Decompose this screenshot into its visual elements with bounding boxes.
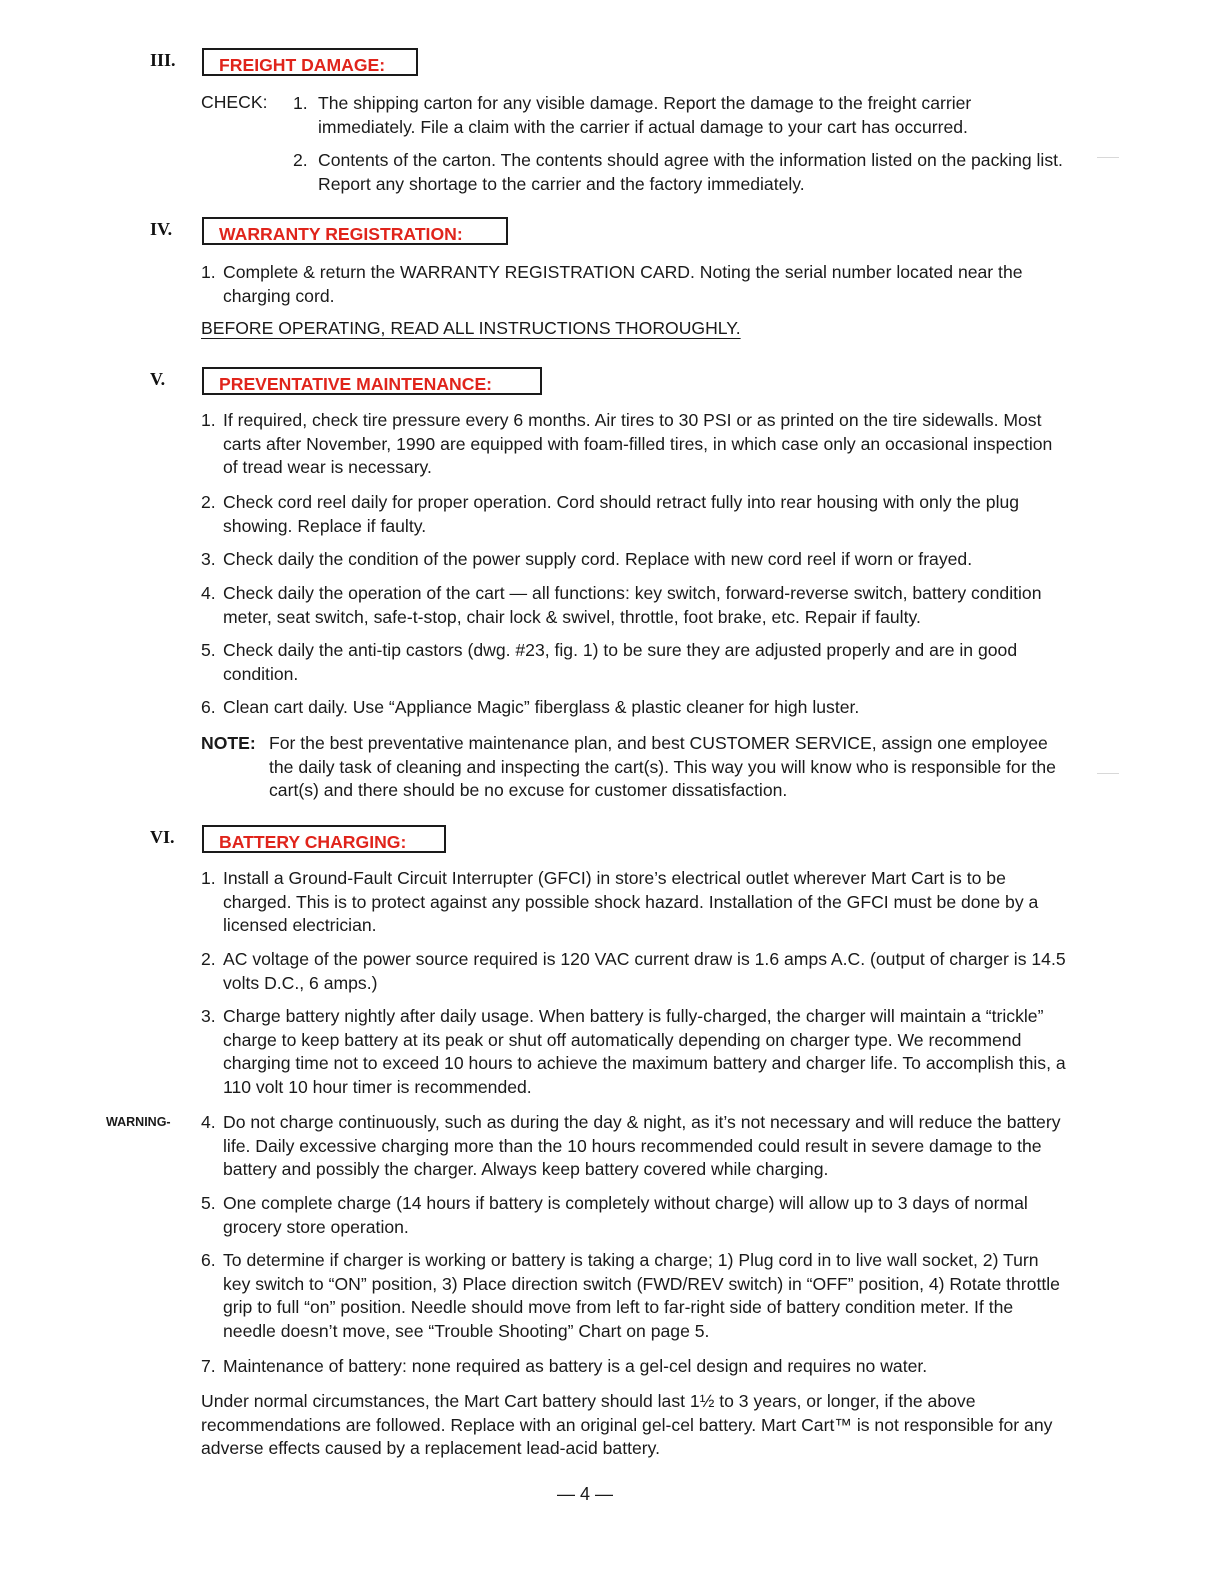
list-item xyxy=(201,548,1069,572)
item-text: Check cord reel daily for proper operation. Cord should retract fully into rear housing with only the plug showing. Replace if faulty. xyxy=(223,492,1020,536)
section-heading-freight-damage: FREIGHT DAMAGE: xyxy=(202,48,418,76)
item-number: 3. xyxy=(201,549,216,569)
item-number: 1. xyxy=(201,410,216,430)
list-item xyxy=(201,639,1069,686)
list-item xyxy=(201,409,1069,480)
section-heading-battery-charging: BATTERY CHARGING: xyxy=(202,825,446,853)
check-label: CHECK: xyxy=(201,92,268,112)
section-number: V. xyxy=(150,369,166,389)
battery-closing-paragraph: Under normal circumstances, the Mart Cart battery should last 1½ to 3 years, or longer, if the above recommendations are followed. Replace with an original gel-cel battery. Mart Cart™ is not responsible for any adverse effects caused by a replacement lead-acid battery. xyxy=(201,1391,1053,1458)
item-text: Do not charge continuously, such as during the day & night, as it’s not necessary and will reduce the battery life. Daily excessive charging more than the 10 hours recommended could result in severe damage to the battery and possibly the charger. Always keep battery covered while charging. xyxy=(223,1112,1061,1179)
maintenance-note xyxy=(201,732,1069,803)
warning-label: WARNING- xyxy=(106,1115,171,1129)
list-item xyxy=(201,867,1069,938)
item-number: 1. xyxy=(201,868,216,888)
item-text: To determine if charger is working or battery is taking a charge; 1) Plug cord in to live wall socket, 2) Turn key switch to “ON” position, 3) Place direction switch (FWD/REV switch) in “OFF” position, 4) Rotate throttle grip to full “on” position. Needle should move from left to far-right side of battery condition meter. If the needle doesn’t move, see “Trouble Shooting” Chart on page 5. xyxy=(223,1250,1060,1341)
item-number: 2. xyxy=(201,949,216,969)
item-number: 6. xyxy=(201,697,216,717)
page-number: — 4 — xyxy=(556,1484,613,1504)
section-number: III. xyxy=(150,50,176,70)
item-number: 5. xyxy=(201,640,216,660)
list-item xyxy=(201,948,1069,995)
list-item xyxy=(293,149,1069,196)
item-text: The shipping carton for any visible damage. Report the damage to the freight carrier immediately. File a claim with the carrier if actual damage to your cart has occurred. xyxy=(318,93,972,137)
section-number: IV. xyxy=(150,219,173,239)
note-text: For the best preventative maintenance plan, and best CUSTOMER SERVICE, assign one employee the daily task of cleaning and inspecting the cart(s). This way you will know who is responsible for the cart(s) and there should be no excuse for customer dissatisfaction. xyxy=(269,733,1056,800)
list-item xyxy=(201,491,1069,538)
item-number: 6. xyxy=(201,1250,216,1270)
item-number: 4. xyxy=(201,583,216,603)
item-text: One complete charge (14 hours if battery is completely without charge) will allow up to 3 days of normal grocery store operation. xyxy=(223,1193,1028,1237)
item-number: 1. xyxy=(201,262,216,282)
list-item xyxy=(201,261,1069,308)
note-label: NOTE: xyxy=(201,733,256,753)
list-item xyxy=(201,582,1069,629)
item-text: Clean cart daily. Use “Appliance Magic” fiberglass & plastic cleaner for high luster. xyxy=(223,697,860,717)
item-number: 3. xyxy=(201,1006,216,1026)
item-number: 2. xyxy=(201,492,216,512)
section-heading-warranty-registration: WARRANTY REGISTRATION: xyxy=(202,217,508,245)
list-item xyxy=(201,696,1069,720)
list-item xyxy=(201,1111,1069,1182)
list-item xyxy=(201,1192,1069,1239)
item-number: 1. xyxy=(293,93,308,113)
item-text: Complete & return the WARRANTY REGISTRATION CARD. Noting the serial number located near the charging cord. xyxy=(223,262,1023,306)
scan-mark xyxy=(1097,773,1119,774)
item-text: AC voltage of the power source required is 120 VAC current draw is 1.6 amps A.C. (output of charger is 14.5 volts D.C., 6 amps.) xyxy=(223,949,1066,993)
list-item xyxy=(201,1249,1069,1343)
item-text: If required, check tire pressure every 6 months. Air tires to 30 PSI or as printed on the tire sidewalls. Most carts after November, 1990 are equipped with foam-filled tires, in which case only an occasional inspection of tread wear is necessary. xyxy=(223,410,1053,477)
item-number: 2. xyxy=(293,150,308,170)
item-text: Maintenance of battery: none required as battery is a gel-cel design and requires no water. xyxy=(223,1356,928,1376)
scan-mark xyxy=(1097,157,1119,158)
item-text: Contents of the carton. The contents should agree with the information listed on the packing list. Report any shortage to the carrier and the factory immediately. xyxy=(318,150,1063,194)
item-text: Check daily the operation of the cart — all functions: key switch, forward-reverse switch, battery condition meter, seat switch, safe-t-stop, chair lock & swivel, throttle, foot brake, etc. Repair if faulty. xyxy=(223,583,1042,627)
section-number: VI. xyxy=(150,827,175,847)
item-text: Check daily the anti-tip castors (dwg. #23, fig. 1) to be sure they are adjusted properly and are in good condition. xyxy=(223,640,1018,684)
item-number: 4. xyxy=(201,1112,216,1132)
item-text: Install a Ground-Fault Circuit Interrupter (GFCI) in store’s electrical outlet wherever Mart Cart is to be charged. This is to protect against any possible shock hazard. Installation of the GFCI must be done by a licensed electrician. xyxy=(223,868,1039,935)
item-number: 7. xyxy=(201,1356,216,1376)
list-item xyxy=(201,1355,1069,1379)
item-number: 5. xyxy=(201,1193,216,1213)
item-text: Check daily the condition of the power supply cord. Replace with new cord reel if worn or frayed. xyxy=(223,549,973,569)
read-instructions-notice: BEFORE OPERATING, READ ALL INSTRUCTIONS THOROUGHLY. xyxy=(201,318,741,338)
item-text: Charge battery nightly after daily usage. When battery is fully-charged, the charger will maintain a “trickle” charge to keep battery at its peak or shut off automatically depending on charger type. We recommend charging time not to exceed 10 hours to achieve the maximum battery and charger life. To accomplish this, a 110 volt 10 hour timer is recommended. xyxy=(223,1006,1066,1097)
section-heading-preventative-maintenance: PREVENTATIVE MAINTENANCE: xyxy=(202,367,542,395)
list-item xyxy=(293,92,1069,139)
list-item xyxy=(201,1005,1069,1099)
